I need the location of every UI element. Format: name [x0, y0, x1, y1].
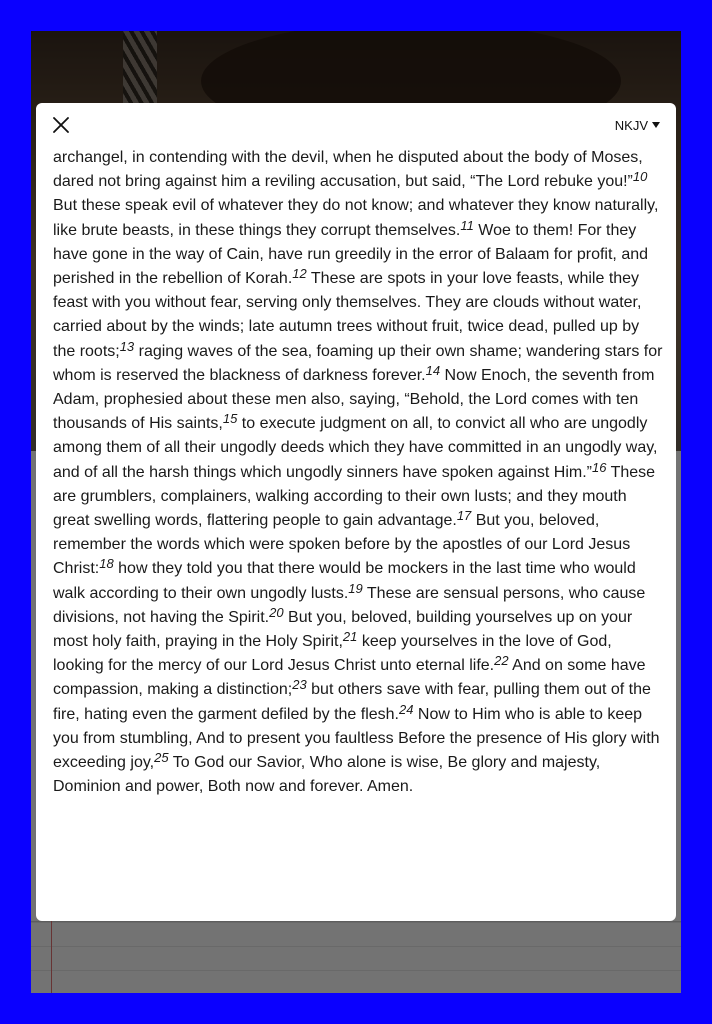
verse-text: Now Enoch, the seventh from Adam, prophesied about these men also, saying, “Behold, the Lord comes with ten thousands of His saints, — [53, 366, 655, 433]
close-button[interactable] — [50, 114, 72, 136]
verse-text: how they told you that there would be mockers in the last time who would walk according to their own ungodly lusts. — [53, 560, 636, 602]
verse-text: to execute judgment on all, to convict all who are ungodly among them of all their ungodly deeds which they have committed in an ungodly way, and of all the harsh things which ungodly sinners have spoken against Him.” — [53, 415, 658, 481]
verse-text: but others save with fear, pulling them out of the fire, hating even the garment defiled by the flesh. — [53, 681, 651, 723]
verse-number: 13 — [119, 338, 135, 354]
verse-text: raging waves of the sea, foaming up their own shame; wandering stars for whom is reserved the blackness of darkness forever. — [53, 342, 663, 384]
verse-modal — [36, 103, 676, 921]
close-icon — [50, 114, 72, 136]
verse-text: But you, beloved, building yourselves up on your most holy faith, praying in the Holy Spirit, — [53, 608, 633, 651]
verse-number: 10 — [632, 169, 648, 185]
verse-text: But you, beloved, remember the words which were spoken before by the apostles of our Lord Jesus Christ: — [53, 512, 631, 578]
verse-text: archangel, in contending with the devil, when he disputed about the body of Moses, dared not bring against him a reviling accusation, but said, “The Lord rebuke you!” — [53, 149, 643, 191]
verse-text: And on some have compassion, making a distinction; — [53, 657, 646, 699]
verse-text: These are spots in your love feasts, while they feast with you without fear, serving only themselves. They are clouds without water, carried about by the winds; late autumn trees without fruit, twice dead, pulled up by the roots; — [53, 270, 642, 360]
passage-paragraph — [53, 146, 663, 799]
version-label: NKJV — [614, 117, 648, 133]
verse-number: 15 — [222, 411, 238, 427]
caret-down-icon — [652, 122, 660, 128]
verse-text: Now to Him who is able to keep you from stumbling, And to present you faultless Before the presence of His glory with exceeding joy, — [53, 705, 660, 772]
verse-text: keep yourselves in the love of God, looking for the mercy of our Lord Jesus Christ unto eternal life. — [53, 633, 612, 675]
verse-text: But these speak evil of whatever they do not know; and whatever they know naturally, like brute beasts, in these things they corrupt themselves. — [53, 197, 659, 239]
version-selector[interactable] — [615, 115, 660, 135]
verse-number: 17 — [456, 508, 472, 524]
verse-number: 20 — [269, 604, 284, 620]
verse-number: 23 — [292, 677, 307, 693]
verse-number: 24 — [399, 701, 414, 717]
verse-text: To God our Savior, Who alone is wise, Be glory and majesty, Dominion and power, Both now and forever. Amen. — [53, 754, 601, 796]
verse-number: 25 — [154, 750, 169, 766]
verse-number: 22 — [494, 653, 509, 669]
verse-number: 12 — [292, 266, 307, 282]
verse-text: These are sensual persons, who cause divisions, not having the Spirit. — [53, 584, 646, 626]
verse-number: 18 — [99, 556, 114, 572]
verse-number: 14 — [425, 362, 441, 378]
verse-number: 11 — [460, 217, 474, 233]
verse-number: 16 — [591, 459, 607, 475]
verse-number: 19 — [348, 580, 363, 596]
verse-number: 21 — [342, 629, 358, 645]
verse-text: These are grumblers, complainers, walking according to their own lusts; and they mouth great swelling words, flattering people to gain advantage. — [53, 463, 656, 530]
verse-text: Woe to them! For they have gone in the way of Cain, have run greedily in the error of Balaam for profit, and perished in the rebellion of Korah. — [53, 221, 649, 288]
passage-text — [53, 146, 663, 799]
